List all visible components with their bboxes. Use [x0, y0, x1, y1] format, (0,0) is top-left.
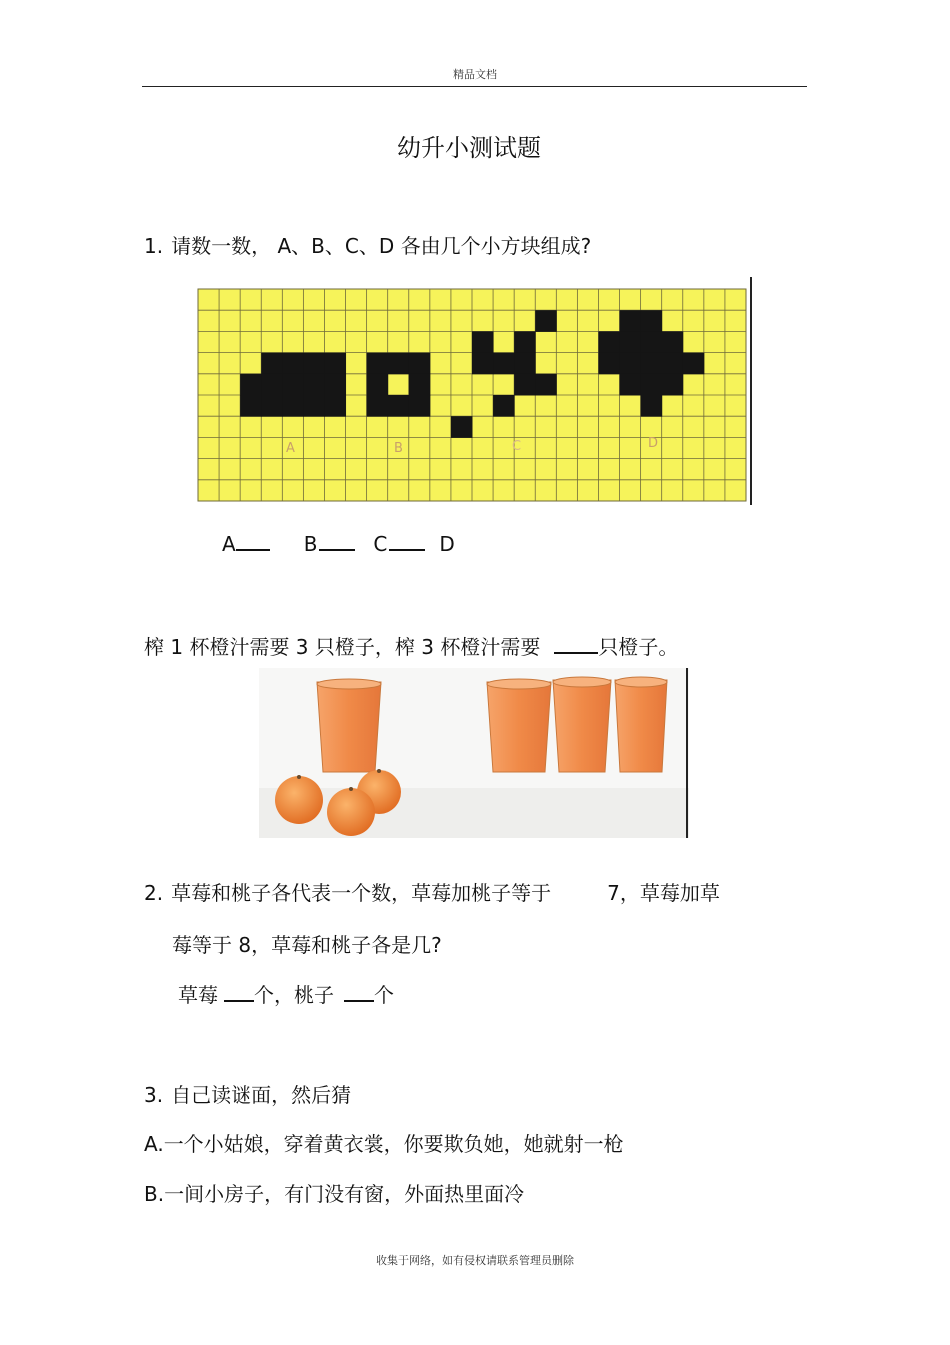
shape-d-block: [620, 353, 642, 375]
juice-text-1: 榨 1 杯橙汁需要 3 只橙子，榨 3 杯橙汁需要: [144, 635, 541, 659]
juice-glass-4-icon: [615, 677, 667, 772]
shape-a-block: [282, 395, 304, 417]
q3-text: 自己读谜面，然后猜: [171, 1083, 352, 1107]
shape-d-block: [620, 310, 642, 332]
juice-glass-1-icon: [317, 679, 381, 772]
shape-d-block: [683, 353, 705, 375]
figure-label-a: A: [286, 441, 295, 456]
shape-a-block: [240, 395, 262, 417]
shape-b-block: [388, 353, 410, 375]
juice-glass-3-icon: [553, 677, 611, 772]
shape-c-block: [535, 374, 557, 396]
shape-c-block: [472, 353, 494, 375]
q1-number: 1.: [144, 234, 164, 258]
shape-b-block: [367, 374, 389, 396]
q2-strawberry-label: 草莓: [178, 983, 218, 1007]
figure-label-b: B: [394, 441, 403, 456]
shape-a-block: [261, 395, 283, 417]
shape-d-block: [662, 353, 684, 375]
q2-unit-2: 个: [374, 983, 394, 1007]
shape-d-block: [641, 310, 663, 332]
shape-d-block: [620, 331, 642, 353]
question-2-line-1: [144, 877, 720, 906]
shape-b-block: [367, 395, 389, 417]
shape-a-block: [240, 374, 262, 396]
shape-c-block: [472, 331, 494, 353]
q3-number: 3.: [144, 1083, 164, 1107]
shape-a-block: [324, 374, 346, 396]
answer-label-d: D: [439, 532, 455, 556]
shape-a-block: [282, 353, 304, 375]
shape-c-block: [451, 416, 473, 438]
shape-d-block: [641, 353, 663, 375]
block-grid-figure: [194, 277, 754, 505]
header-rule: [142, 86, 807, 87]
q2-number: 2.: [144, 881, 164, 905]
shape-b-block: [367, 353, 389, 375]
q1-text: 请数一数， A、B、C、D 各由几个小方块组成?: [171, 234, 592, 258]
shape-b-block: [388, 395, 410, 417]
juice-illustration: [259, 668, 689, 838]
answer-label-a: A: [222, 532, 236, 556]
shape-d-block: [662, 374, 684, 396]
shape-c-block: [514, 353, 536, 375]
answer-blank-c[interactable]: [389, 533, 425, 551]
page-title: 幼升小测试题: [397, 134, 541, 162]
juice-question: [144, 631, 678, 660]
shape-d-block: [620, 374, 642, 396]
shape-a-block: [324, 395, 346, 417]
shape-a-block: [303, 353, 325, 375]
answer-label-c: C: [373, 532, 388, 556]
shape-d-block: [598, 331, 620, 353]
figure-label-c: C: [512, 439, 522, 454]
shape-d-block: [641, 374, 663, 396]
answer-blank-a[interactable]: [236, 533, 270, 551]
peach-answer-blank[interactable]: [344, 984, 374, 1002]
page-footer: 收集于网络，如有侵权请联系管理员删除: [376, 1254, 574, 1267]
q1-answers: [222, 532, 455, 556]
question-3: [144, 1079, 351, 1108]
answer-label-b: B: [303, 532, 318, 556]
q2-answers: [178, 979, 394, 1008]
shape-c-block: [514, 331, 536, 353]
shape-c-block: [514, 374, 536, 396]
shape-d-block: [598, 353, 620, 375]
shape-c-block: [493, 395, 515, 417]
page-header: 精品文档: [453, 68, 497, 81]
q2-line1-a: 草莓和桃子各代表一个数，草莓加桃子等于: [171, 881, 552, 905]
question-1: [144, 230, 591, 259]
shape-c-block: [535, 310, 557, 332]
shape-a-block: [261, 374, 283, 396]
shape-d-block: [641, 395, 663, 417]
strawberry-answer-blank[interactable]: [224, 984, 254, 1002]
juice-text-2: 只橙子。: [598, 635, 679, 659]
shape-c-block: [493, 353, 515, 375]
shape-a-block: [324, 353, 346, 375]
juice-answer-blank[interactable]: [554, 636, 598, 654]
shape-a-block: [303, 374, 325, 396]
q2-line1-b: 7，草莓加草: [607, 881, 720, 905]
riddle-a: A.一个小姑娘，穿着黄衣裳，你要欺负她，她就射一枪: [144, 1132, 624, 1156]
question-2-line-2: 莓等于 8，草莓和桃子各是几?: [172, 933, 442, 957]
shape-d-block: [662, 331, 684, 353]
shape-b-block: [409, 395, 431, 417]
shape-b-block: [409, 353, 431, 375]
figure-label-d: D: [648, 436, 659, 451]
juice-glass-2-icon: [487, 679, 551, 772]
shape-a-block: [282, 374, 304, 396]
q2-unit-1: 个，桃子: [254, 983, 334, 1007]
shape-b-block: [409, 374, 431, 396]
shape-d-block: [641, 331, 663, 353]
grid-svg: [194, 277, 754, 505]
riddle-b: B.一间小房子，有门没有窗，外面热里面冷: [144, 1182, 525, 1206]
shape-a-block: [303, 395, 325, 417]
shape-a-block: [261, 353, 283, 375]
answer-blank-b[interactable]: [319, 533, 355, 551]
